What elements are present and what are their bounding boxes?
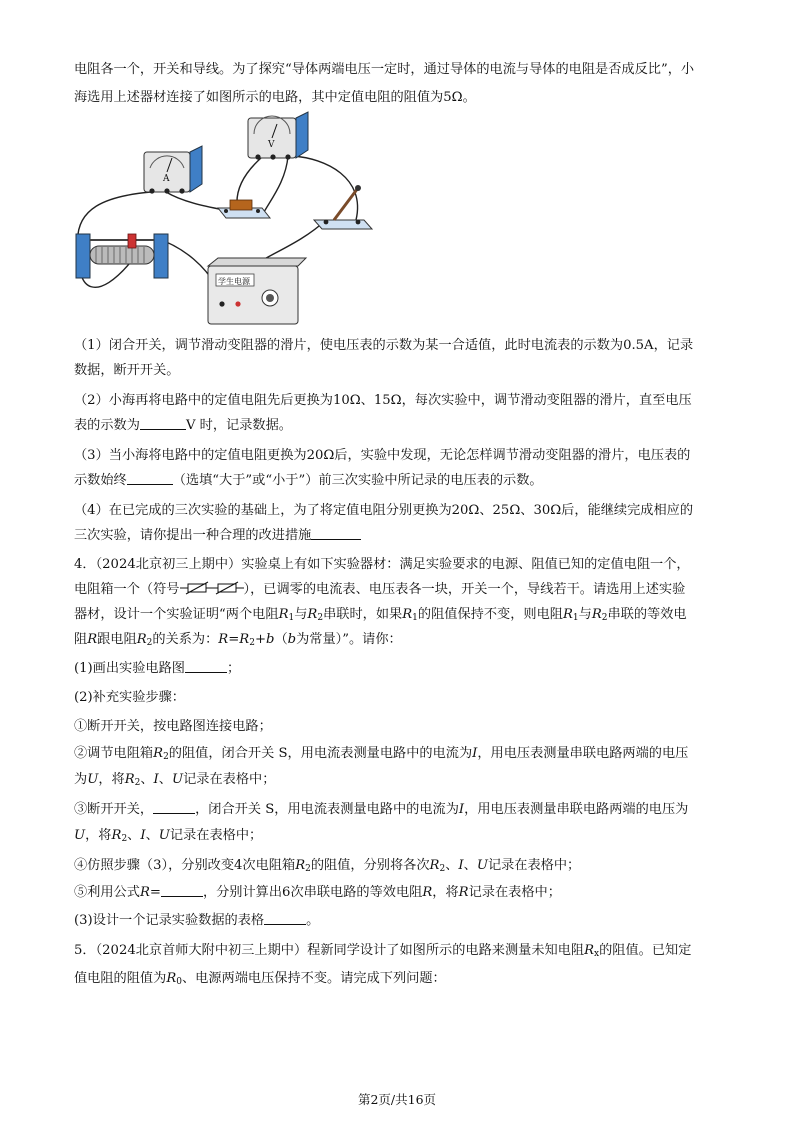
q4-line2: 电阻箱一个（符号 ），已调零的电流表、电压表各一块，开关一个，导线若干。请选用上述实验: [74, 582, 686, 597]
power-supply-label: 学生电源: [218, 277, 250, 286]
ammeter-label: A: [163, 174, 170, 184]
q5-line2: 值电阻的阻值为$R_0$、电源两端电压保持不变。请完成下列问题：: [74, 971, 446, 987]
q4-line4: 阻R跟电阻$R_2$的关系为：$R=R_2+b(b$为常量）”。请你：: [74, 632, 402, 648]
resistance-box-symbol: [180, 581, 244, 595]
q4-step3-line2: U，将$R_2$、I、U记录在表格中；: [74, 828, 263, 844]
q3-part3-line2: 示数始终 （选填“大于”或“小于”）前三次实验中所记录的电压表的示数。: [74, 473, 543, 488]
q3-part4-line1: （4）在已完成的三次实验的基础上，为了将定值电阻分别更换为20Ω、25Ω、30Ω后，能继续完成相应的: [74, 503, 694, 518]
answer-blank[interactable]: [264, 912, 306, 925]
q4-step2-line1: ②调节电阻箱$R_2$的阻值，闭合开关 S，用电流表测量电路中的电流为I，用电压表测量串联电路两端的电压: [74, 746, 689, 762]
q4-sub2: (2)补充实验步骤：: [74, 690, 185, 705]
q4-line1: 4．（2024北京初三上期中）实验桌上有如下实验器材：满足实验要求的电源、阻值已知的定值电阻一个，: [74, 557, 690, 572]
ammeter: [144, 146, 202, 194]
q3-part2-line1: （2）小海再将电路中的定值电阻先后更换为10Ω、15Ω，每次实验中，调节滑动变阻器的滑片，直至电压: [74, 393, 692, 408]
q5-line1: 5．（2024北京首师大附中初三上期中）程新同学设计了如图所示的电路来测量未知电阻$R_x$的阻值。已知定: [74, 943, 692, 959]
q3-part4-line2: 三次实验，请你提出一种合理的改进措施: [74, 527, 361, 545]
wire: [264, 156, 288, 212]
q4-line3: 器材，设计一个实验证明“两个电阻$R_1$与$R_2$串联时，如果$R_1$的阻值保持不变，则电阻$R_1$与$R_2$串联的等效电: [74, 607, 687, 623]
q3-part3-line1: （3）当小海将电路中的定值电阻更换为20Ω后，实验中发现，无论怎样调节滑动变阻器的滑片，电压表的: [74, 448, 691, 463]
power-supply: [208, 258, 306, 324]
answer-blank[interactable]: [311, 527, 361, 540]
answer-blank[interactable]: [161, 884, 203, 897]
q3-part1-line1: （1）闭合开关，调节滑动变阻器的滑片，使电压表的示数为某一合适值，此时电流表的示数为0.5A，记录: [74, 338, 694, 353]
answer-blank[interactable]: [153, 801, 195, 814]
q4-step3-line1: ③断开开关， ，闭合开关 S，用电流表测量电路中的电流为I，用电压表测量串联电路两端的电压为: [74, 802, 689, 817]
intro-line-2: 海选用上述器材连接了如图所示的电路，其中定值电阻的阻值为5Ω。: [74, 90, 476, 105]
voltmeter-label: V: [268, 140, 275, 150]
answer-blank[interactable]: [185, 660, 227, 673]
answer-blank[interactable]: [127, 472, 173, 485]
circuit-figure: [66, 108, 386, 340]
answer-blank[interactable]: [140, 417, 186, 430]
q4-sub1: (1)画出实验电路图 ；: [74, 661, 241, 676]
q4-step1: ①断开开关，按电路图连接电路；: [74, 719, 272, 734]
q4-step5: ⑤利用公式R= ，分别计算出6次串联电路的等效电阻R，将R记录在表格中；: [74, 885, 561, 900]
q3-part1-line2: 数据，断开开关。: [74, 363, 180, 378]
q4-step4: ④仿照步骤（3），分别改变4次电阻箱$R_2$的阻值，分别将各次$R_2$、I、U记录在表格中；: [74, 858, 581, 874]
intro-line-1: 电阻各一个，开关和导线。为了探究“导体两端电压一定时，通过导体的电流与导体的电阻是否成反比”，小: [74, 62, 695, 77]
page-number: 第2页/共16页: [357, 1092, 437, 1107]
q4-sub3: (3)设计一个记录实验数据的表格 。: [74, 913, 320, 928]
q4-step2-line2: 为U，将$R_2$、I、U记录在表格中；: [74, 772, 276, 788]
voltmeter: [248, 112, 308, 160]
fixed-resistor: [218, 200, 270, 218]
switch: [314, 185, 372, 229]
wire: [292, 156, 358, 220]
q3-part2-line2: 表的示数为 V 时，记录数据。: [74, 418, 292, 433]
